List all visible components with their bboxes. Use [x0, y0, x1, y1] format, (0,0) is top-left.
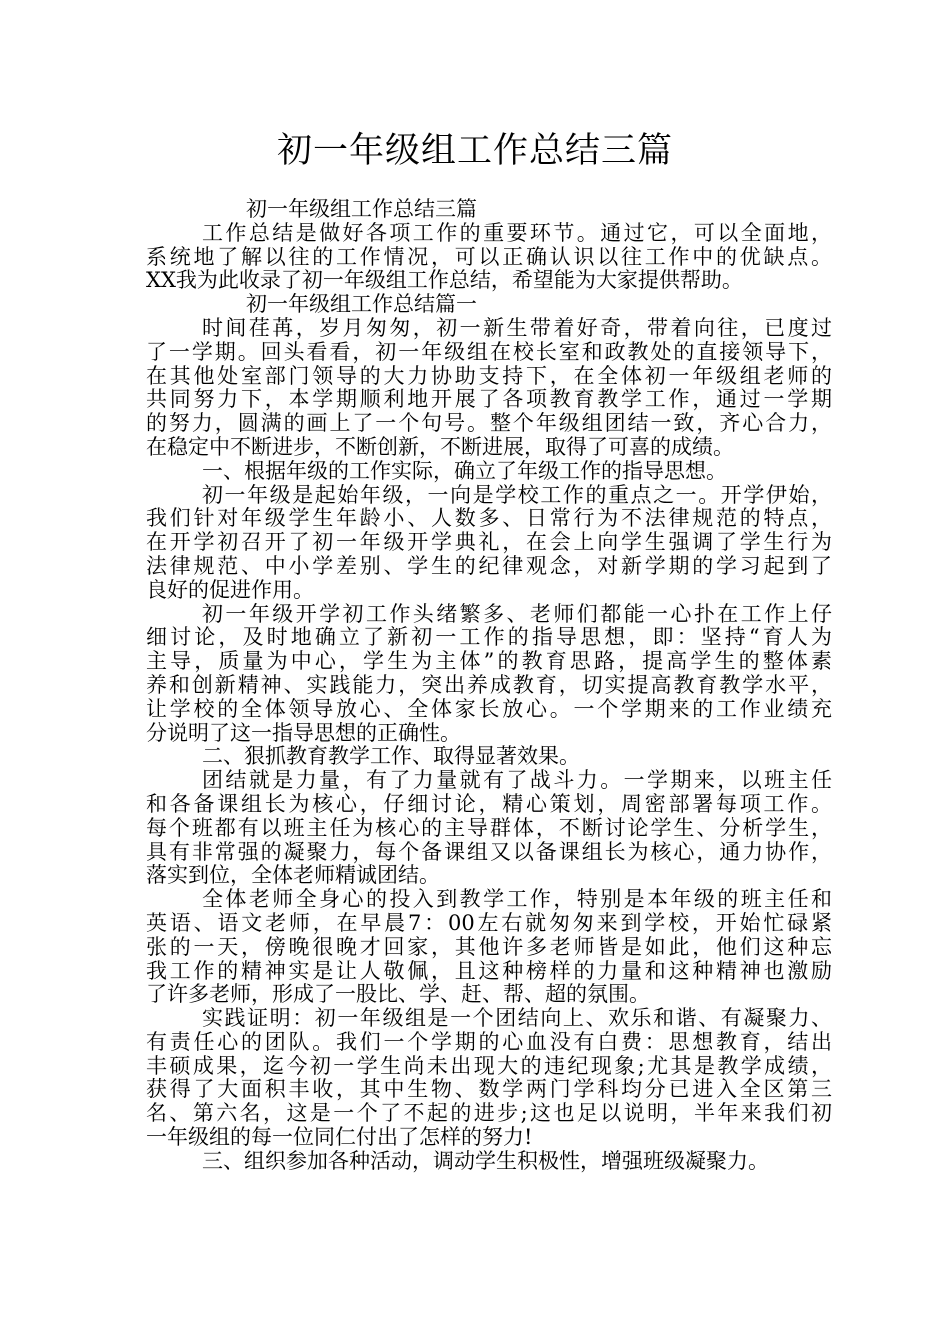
text-line: 一、根据年级的工作实际，确立了年级工作的指导思想。: [202, 458, 727, 483]
text-line: 三、组织参加各种活动，调动学生积极性，增强班级凝聚力。: [202, 1148, 769, 1173]
text-line: 分说明了这一指导思想的正确性。: [146, 720, 461, 745]
text-line: XX我为此收录了初一年级组工作总结，希望能为大家提供帮助。: [146, 268, 743, 293]
text-line: 我工作的精神实是让人敬佩，且这种榜样的力量和这种精神也激励: [146, 958, 832, 983]
text-line: 时间荏苒，岁月匆匆，初一新生带着好奇，带着向往，已度过: [202, 315, 832, 340]
text-line: 的努力，圆满的画上了一个句号。整个年级组团结一致，齐心合力，: [146, 411, 832, 436]
text-line: 一年级组的每一位同仁付出了怎样的努力!: [146, 1125, 533, 1150]
text-line: 实践证明：初一年级组是一个团结向上、欢乐和谐、有凝聚力、: [202, 1006, 832, 1031]
text-line: 丰硕成果，迄今初一学生尚未出现大的违纪现象;尤其是教学成绩，: [146, 1053, 832, 1078]
document-title: 初一年级组工作总结三篇: [276, 131, 673, 171]
text-line: 我们针对年级学生年龄小、人数多、日常行为不法律规范的特点，: [146, 506, 832, 531]
text-line: 良好的促进作用。: [146, 577, 314, 602]
text-line: 每个班都有以班主任为核心的主导群体，不断讨论学生、分析学生，: [146, 815, 832, 840]
text-line: 法律规范、中小学差别、学生的纪律观念，对新学期的学习起到了: [146, 553, 832, 578]
text-line: 初一年级是起始年级，一向是学校工作的重点之一。开学伊始，: [202, 482, 832, 507]
document-body: [146, 198, 832, 1174]
text-line: 具有非常强的凝聚力，每个备课组又以备课组长为核心，通力协作，: [146, 839, 832, 864]
text-line: 名、第六名，这是一个了不起的进步;这也足以说明，半年来我们初: [146, 1101, 832, 1126]
text-line: 在其他处室部门领导的大力协助支持下，在全体初一年级组老师的: [146, 363, 832, 388]
section-heading: 初一年级组工作总结篇一: [246, 292, 477, 317]
text-line: 共同努力下，本学期顺利地开展了各项教育教学工作，通过一学期: [146, 387, 832, 412]
text-line: 在稳定中不断进步，不断创新，不断进展，取得了可喜的成绩。: [146, 434, 734, 459]
text-line: 工作总结是做好各项工作的重要环节。通过它，可以全面地，: [202, 220, 832, 245]
text-line: 英语、语文老师，在早晨7：00左右就匆匆来到学校，开始忙碌紧: [146, 910, 832, 935]
text-line: 系统地了解以往的工作情况，可以正确认识以往工作中的优缺点。: [146, 244, 832, 269]
text-line: 和各备课组长为核心，仔细讨论，精心策划，周密部署每项工作。: [146, 791, 832, 816]
text-line: 细讨论，及时地确立了新初一工作的指导思想，即：坚持“育人为: [146, 625, 832, 650]
text-line: 初一年级开学初工作头绪繁多、老师们都能一心扑在工作上仔: [202, 601, 832, 626]
text-line: 了许多老师，形成了一股比、学、赶、帮、超的氛围。: [146, 982, 650, 1007]
text-line: 团结就是力量，有了力量就有了战斗力。一学期来，以班主任: [202, 768, 832, 793]
text-line: 落实到位，全体老师精诚团结。: [146, 863, 440, 888]
text-line: 有责任心的团队。我们一个学期的心血没有白费：思想教育，结出: [146, 1029, 832, 1054]
text-line: 了一学期。回头看看，初一年级组在校长室和政教处的直接领导下，: [146, 339, 832, 364]
text-line: 养和创新精神、实践能力，突出养成教育，切实提高教育教学水平，: [146, 672, 832, 697]
text-line: 全体老师全身心的投入到教学工作，特别是本年级的班主任和: [202, 887, 832, 912]
text-line: 张的一天，傍晚很晚才回家，其他许多老师皆是如此，他们这种忘: [146, 934, 832, 959]
text-line: 二、狠抓教育教学工作、取得显著效果。: [202, 744, 580, 769]
section-heading: 初一年级组工作总结三篇: [246, 197, 477, 221]
text-line: 在开学初召开了初一年级开学典礼，在会上向学生强调了学生行为: [146, 530, 832, 555]
text-line: 让学校的全体领导放心、全体家长放心。一个学期来的工作业绩充: [146, 696, 832, 721]
text-line: 获得了大面积丰收，其中生物、数学两门学科均分已进入全区第三: [146, 1077, 832, 1102]
text-line: 主导，质量为中心，学生为主体”的教育思路，提高学生的整体素: [146, 649, 832, 674]
